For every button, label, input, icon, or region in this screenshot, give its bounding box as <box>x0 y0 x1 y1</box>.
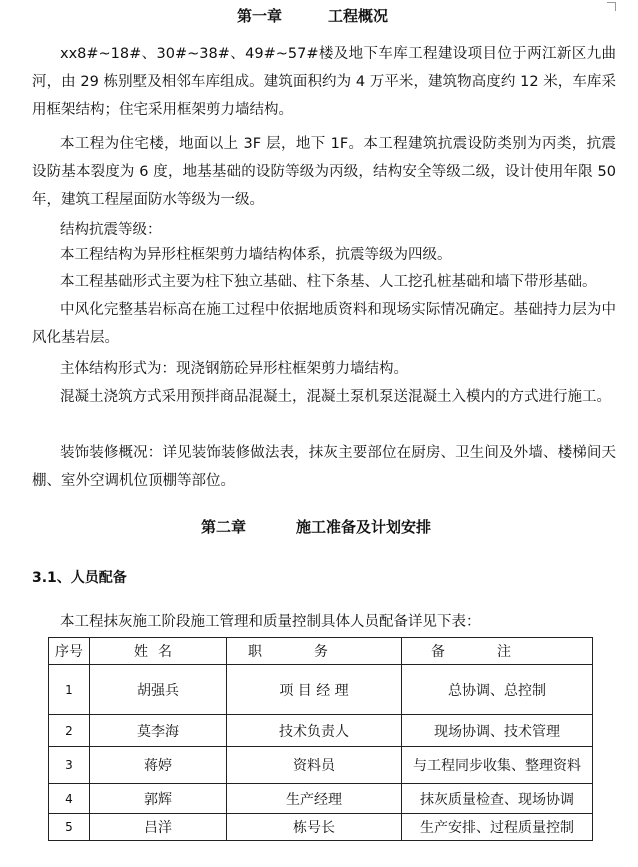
cell-position: 生产经理 <box>227 784 402 814</box>
paragraph-building-info: 本工程为住宅楼，地面以上 3F 层，地下 1F。本工程建筑抗震设防类别为丙类，抗震设防基本裂度为 6 度，地基基础的设防等级为丙级，结构安全等级二级，设计使用年限 50 年，建筑工程屋面防水等级为一级。 <box>32 136 616 208</box>
paragraph-concrete-pouring: 混凝土浇筑方式采用预拌商品混凝土，混凝土泵机泵送混凝土入模内的方式进行施工。 <box>60 389 611 405</box>
table-row <box>49 665 593 715</box>
cell-position: 栋号长 <box>227 814 402 841</box>
table-row <box>49 784 593 814</box>
cell-index: 1 <box>49 665 90 715</box>
cell-position: 资料员 <box>227 747 402 784</box>
staffing-table <box>48 637 593 841</box>
cell-index: 2 <box>49 715 90 747</box>
cell-position: 项 目 经 理 <box>227 665 402 715</box>
cell-index: 3 <box>49 747 90 784</box>
cell-index: 4 <box>49 784 90 814</box>
cell-remarks: 抹灰质量检查、现场协调 <box>402 784 593 814</box>
paragraph-decoration: 装饰装修概况：详见装饰装修做法表，抹灰主要部位在厨房、卫生间及外墙、楼梯间天棚、室外空调机位顶棚等部位。 <box>32 445 616 489</box>
cell-name: 莫李海 <box>90 715 227 747</box>
cell-name: 郭辉 <box>90 784 227 814</box>
cell-name: 胡强兵 <box>90 665 227 715</box>
cell-index: 5 <box>49 814 90 841</box>
chapter2-title: 施工准备及计划安排 <box>296 518 432 536</box>
chapter2-number: 第二章 <box>201 518 247 536</box>
paragraph-project-location: xx8#~18#、30#~38#、49#~57#楼及地下车库工程建设项目位于两江新区九曲河，由 29 栋别墅及相邻车库组成。建筑面积约为 4 万平米，建筑物高度约 12 米，车库采用框架结构；住宅采用框架剪力墙结构。 <box>32 46 616 118</box>
section-heading-staffing: 3.1、人员配备 <box>32 570 127 586</box>
table-header-row <box>49 638 593 665</box>
page-corner-mark <box>607 2 616 11</box>
paragraph-foundation-type: 本工程基础形式主要为柱下独立基础、柱下条基、人工挖孔桩基础和墙下带形基础。 <box>60 274 597 290</box>
cell-remarks: 生产安排、过程质量控制 <box>402 814 593 841</box>
paragraph-seismic-level: 本工程结构为异形柱框架剪力墙结构体系，抗震等级为四级。 <box>60 247 452 263</box>
header-name: 姓名 <box>90 638 227 665</box>
paragraph-main-structure: 主体结构形式为：现浇钢筋砼异形柱框架剪力墙结构。 <box>60 361 408 377</box>
chapter1-title: 工程概况 <box>328 7 389 25</box>
staffing-intro: 本工程抹灰施工阶段施工管理和质量控制具体人员配备详见下表： <box>60 614 481 630</box>
paragraph-seismic-heading: 结构抗震等级： <box>60 222 162 238</box>
chapter1-number: 第一章 <box>237 7 283 25</box>
header-position: 职务 <box>227 638 402 665</box>
cell-name: 蒋婷 <box>90 747 227 784</box>
cell-remarks: 现场协调、技术管理 <box>402 715 593 747</box>
cell-remarks: 与工程同步收集、整理资料 <box>402 747 593 784</box>
header-index: 序号 <box>49 638 90 665</box>
paragraph-bearing-layer: 中风化完整基岩标高在施工过程中依据地质资料和现场实际情况确定。基础持力层为中风化基岩层。 <box>32 302 616 346</box>
cell-name: 吕洋 <box>90 814 227 841</box>
cell-position: 技术负责人 <box>227 715 402 747</box>
cell-remarks: 总协调、总控制 <box>402 665 593 715</box>
table-row <box>49 814 593 841</box>
header-remarks: 备注 <box>402 638 593 665</box>
table-row <box>49 747 593 784</box>
table-row <box>49 715 593 747</box>
